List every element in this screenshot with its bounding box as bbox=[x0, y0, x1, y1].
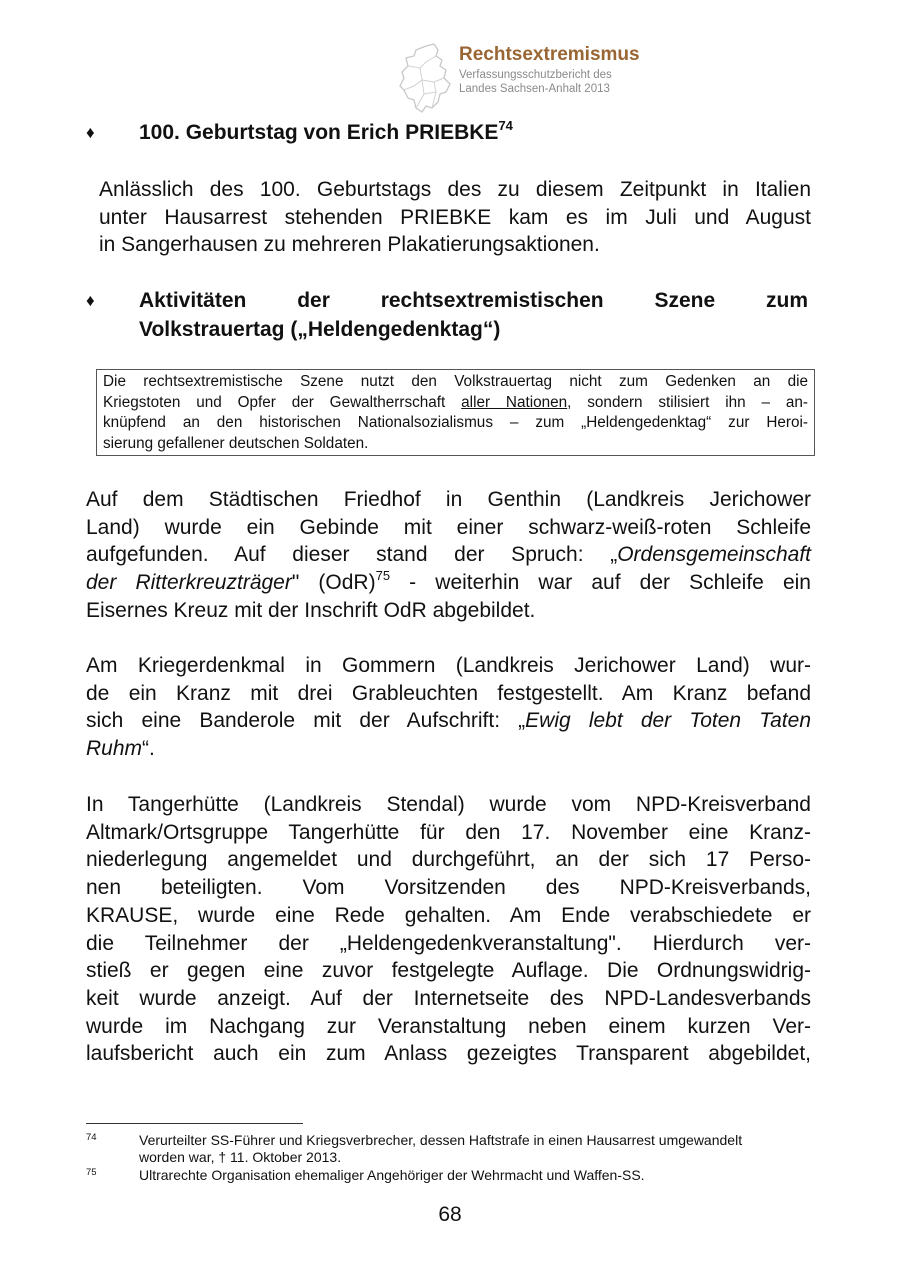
header-subtitle-line: Landes Sachsen-Anhalt 2013 bbox=[459, 83, 610, 95]
quoted-italic-text: Ewig lebt der Toten Taten bbox=[525, 709, 811, 733]
footnote bbox=[86, 1167, 808, 1184]
paragraph-line: in Sangerhausen zu mehreren Plakatierungsaktionen. bbox=[99, 233, 600, 257]
paragraph-line: die Teilnehmer der „Heldengedenkveranstaltung". Hierdurch ver- bbox=[86, 931, 811, 955]
paragraph-line: niederlegung angemeldet und durchgeführt, an der sich 17 Perso- bbox=[86, 848, 811, 872]
saxony-anhalt-map-outline-icon bbox=[396, 42, 456, 114]
paragraph-line: Anlässlich des 100. Geburtstags des zu diesem Zeitpunkt in Italien bbox=[99, 178, 811, 201]
section-heading-text: Volkstrauertag („Heldengedenktag“) bbox=[139, 318, 501, 341]
paragraph-genthin bbox=[86, 486, 811, 625]
header-title: Rechtsextremismus bbox=[459, 44, 640, 65]
paragraph-line: keit wurde anzeigt. Auf der Internetseite des NPD-Landesverbands bbox=[86, 986, 811, 1010]
underlined-text: aller Nationen bbox=[461, 393, 568, 411]
paragraph-line bbox=[86, 707, 811, 735]
header-subtitle bbox=[459, 68, 612, 96]
box-line bbox=[103, 393, 808, 414]
paragraph-text: “. bbox=[142, 737, 155, 761]
paragraph-gommern bbox=[86, 652, 811, 763]
paragraph-line: de ein Kranz mit drei Grableuchten festgestellt. Am Kranz befand bbox=[86, 681, 811, 705]
paragraph-text: sich eine Banderole mit der Aufschrift: „ bbox=[86, 709, 526, 733]
paragraph-line: nen beteiligten. Vom Vorsitzenden des NPD-Kreisverbands, bbox=[86, 876, 811, 900]
quoted-italic-text: Ordensgemeinschaft bbox=[617, 543, 811, 567]
paragraph-line: Land) wurde ein Gebinde mit einer schwarz-weiß-roten Schleife bbox=[86, 515, 811, 539]
diamond-bullet-icon: ♦ bbox=[86, 291, 95, 310]
header-subtitle-line: Verfassungsschutzbericht des bbox=[459, 69, 612, 81]
paragraph-text: aufgefunden. Auf dieser stand der Spruch: „ bbox=[86, 543, 618, 567]
box-text: , sondern stilisiert ihn – an- bbox=[567, 393, 808, 411]
paragraph-line: KRAUSE, wurde eine Rede gehalten. Am Ende verabschiedete er bbox=[86, 903, 811, 927]
footnote-ref: 74 bbox=[498, 118, 513, 133]
section-heading bbox=[86, 118, 808, 147]
paragraph-line: Altmark/Ortsgruppe Tangerhütte für den 17. November eine Kranz- bbox=[86, 820, 811, 844]
definition-box bbox=[96, 369, 815, 456]
footnote-number: 74 bbox=[86, 1132, 97, 1143]
box-line: Die rechtsextremistische Szene nutzt den Volkstrauertag nicht zum Gedenken an die bbox=[103, 373, 808, 390]
diamond-bullet-icon: ♦ bbox=[86, 123, 95, 142]
box-text: Kriegstoten und Opfer der Gewaltherrschaft bbox=[103, 393, 462, 411]
quoted-italic-text: Ruhm bbox=[86, 737, 143, 761]
paragraph-line: In Tangerhütte (Landkreis Stendal) wurde vom NPD-Kreisverband bbox=[86, 793, 811, 816]
footnote-text: worden war, † 11. Oktober 2013. bbox=[139, 1148, 342, 1165]
paragraph-priebke bbox=[99, 176, 811, 259]
box-line: sierung gefallener deutschen Soldaten. bbox=[103, 434, 369, 452]
footnote-text: Ultrarechte Organisation ehemaliger Angehöriger der Wehrmacht und Waffen-SS. bbox=[139, 1167, 645, 1183]
paragraph-line: stieß er gegen eine zuvor festgelegte Auflage. Die Ordnungswidrig- bbox=[86, 959, 811, 983]
page-number: 68 bbox=[438, 1203, 462, 1226]
paragraph-line bbox=[86, 541, 811, 569]
footnote bbox=[86, 1132, 808, 1165]
paragraph-line: Auf dem Städtischen Friedhof in Genthin (Landkreis Jerichower bbox=[86, 488, 811, 511]
paragraph-text: " (OdR) bbox=[291, 571, 376, 595]
paragraph-line: laufsbericht auch ein zum Anlass gezeigtes Transparent abgebildet, bbox=[86, 1042, 811, 1066]
paragraph-line bbox=[86, 569, 811, 597]
footnote-ref: 75 bbox=[375, 568, 391, 584]
paragraph-line bbox=[86, 735, 811, 763]
footnote-text: Verurteilter SS-Führer und Kriegsverbrecher, dessen Haftstrafe in einen Hausarrest umgewandelt bbox=[139, 1132, 743, 1148]
paragraph-line: Eisernes Kreuz mit der Inschrift OdR abgebildet. bbox=[86, 598, 536, 622]
paragraph-text: - weiterhin war auf der Schleife ein bbox=[390, 571, 811, 595]
footnote-divider bbox=[86, 1123, 303, 1124]
paragraph-line: Am Kriegerdenkmal in Gommern (Landkreis Jerichower Land) wur- bbox=[86, 654, 811, 677]
box-line: knüpfend an den historischen Nationalsozialismus – zum „Heldengedenktag“ zur Heroi- bbox=[103, 414, 808, 431]
section-heading bbox=[86, 286, 808, 344]
section-heading-text: Aktivitäten der rechtsextremistischen Szene zum bbox=[139, 289, 808, 312]
section-heading-text: 100. Geburtstag von Erich PRIEBKE bbox=[139, 121, 499, 144]
footnote-number: 75 bbox=[86, 1167, 97, 1178]
page-header bbox=[396, 42, 726, 114]
paragraph-line: wurde im Nachgang zur Veranstaltung neben einem kurzen Ver- bbox=[86, 1014, 811, 1038]
quoted-italic-text: der Ritterkreuzträger bbox=[86, 571, 292, 595]
paragraph-line: unter Hausarrest stehenden PRIEBKE kam es im Juli und August bbox=[99, 205, 811, 229]
paragraph-tangerhuette bbox=[86, 791, 811, 1068]
